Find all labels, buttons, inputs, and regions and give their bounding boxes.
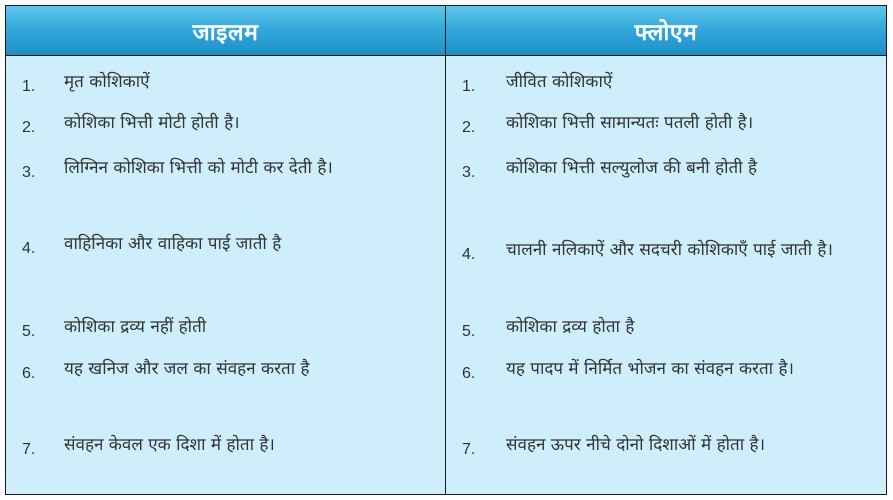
row-text: वाहिनिका और वाहिका पाई जाती है [64, 234, 282, 254]
xylem-header [6, 6, 445, 56]
row-number: 5. [462, 323, 476, 340]
row-text: यह पादप में निर्मित भोजन का संवहन करता है। [506, 359, 794, 379]
row-number: 7. [462, 441, 476, 458]
row-number: 3. [22, 164, 36, 181]
row-number: 3. [462, 164, 476, 181]
row-number: 6. [22, 365, 36, 382]
row-text: यह खनिज और जल का संवहन करता है [64, 359, 310, 379]
row-text: जीवित कोशिकाऐं [506, 72, 613, 92]
row-number: 4. [22, 240, 36, 257]
row-number: 5. [22, 323, 36, 340]
row-number: 2. [22, 119, 36, 136]
phloem-column [446, 6, 886, 494]
row-text: कोशिका द्रव्य होता है [506, 317, 635, 337]
row-text: संवहन केवल एक दिशा में होता है। [64, 435, 275, 455]
phloem-header [446, 6, 886, 56]
row-text: संवहन ऊपर नीचे दोनो दिशाओं में होता है। [506, 435, 766, 455]
row-text: कोशिका भित्ती सामान्यतः पतली होती है। [506, 113, 754, 133]
row-text: कोशिका भित्ती सल्युलोज की बनी होती है [506, 158, 758, 178]
row-number: 1. [462, 78, 476, 95]
comparison-table [5, 5, 887, 495]
row-number: 6. [462, 365, 476, 382]
xylem-column [6, 6, 446, 494]
row-number: 2. [462, 119, 476, 136]
row-text: मृत कोशिकाऐं [64, 72, 150, 92]
row-number: 4. [462, 246, 476, 263]
row-number: 1. [22, 78, 36, 95]
row-number: 7. [22, 441, 36, 458]
row-text: चालनी नलिकाऐं और सदचरी कोशिकाएँ पाई जाती है। [506, 240, 833, 260]
phloem-title: फ्लोएम [634, 19, 698, 46]
xylem-title: जाइलम [192, 19, 259, 46]
row-text: लिग्निन कोशिका भित्ती को मोटी कर देती है। [64, 158, 333, 178]
row-text: कोशिका भित्ती मोटी होती है। [64, 113, 240, 133]
row-text: कोशिका द्रव्य नहीं होती [64, 317, 207, 337]
